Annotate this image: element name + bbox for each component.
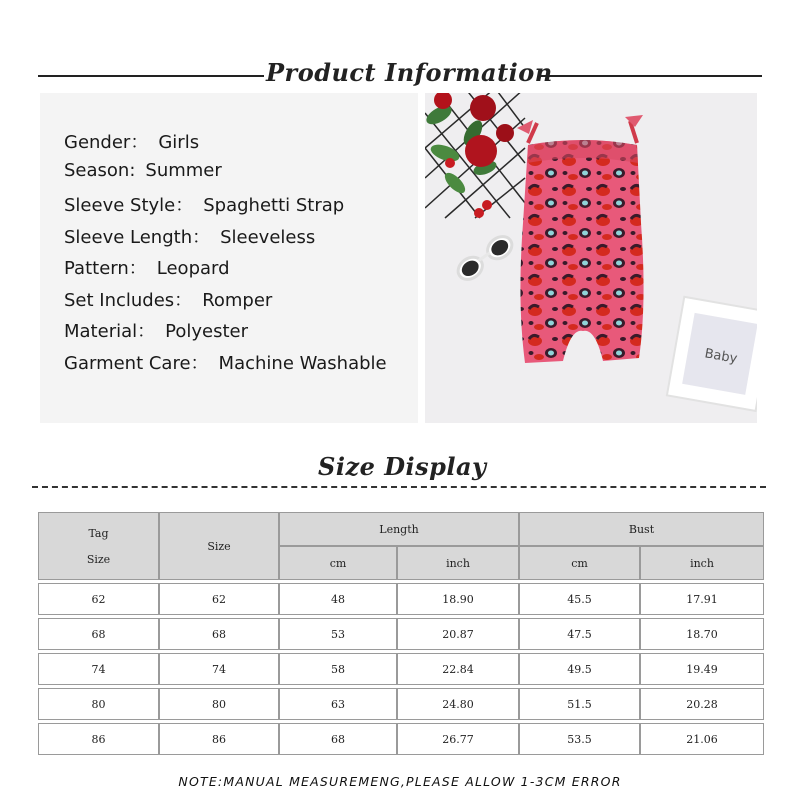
spec-list: [64, 128, 387, 380]
header-tag-text: Tag: [88, 526, 109, 540]
cell-bust-cm: 53.5: [519, 723, 640, 755]
product-info-heading: Product Information: [266, 58, 553, 87]
spec-season: [64, 160, 387, 192]
spec-value: Polyester: [165, 321, 248, 342]
spec-label: Sleeve Style：: [64, 195, 194, 216]
cell-length-inch: 18.90: [397, 583, 519, 615]
table-row: [38, 688, 764, 720]
header-bust-cm: cm: [519, 546, 640, 580]
cell-length-inch: 22.84: [397, 653, 519, 685]
cell-length-cm: 68: [279, 723, 397, 755]
cell-bust-cm: 49.5: [519, 653, 640, 685]
cell-bust-inch: 21.06: [640, 723, 764, 755]
table-row: [38, 583, 764, 615]
header-length-inch: inch: [397, 546, 519, 580]
spec-sleeve-style: [64, 191, 387, 223]
spec-value: Leopard: [156, 258, 230, 279]
cell-length-cm: 63: [279, 688, 397, 720]
spec-label: Set Includes：: [64, 289, 193, 311]
header-size-text: Size: [86, 552, 111, 566]
cell-length-inch: 20.87: [397, 618, 519, 650]
cell-tag-size: 62: [38, 583, 159, 615]
cell-size: 62: [159, 583, 279, 615]
roses-decor: [425, 93, 514, 218]
header-bust-inch: inch: [640, 546, 764, 580]
romper-image: [517, 115, 644, 363]
spec-value: Sleeveless: [220, 226, 316, 248]
spec-label: Gender：: [64, 132, 149, 153]
spec-label: Season:: [64, 159, 136, 181]
spec-set-includes: [64, 286, 387, 318]
header-size: Size: [159, 512, 279, 580]
cell-size: 68: [159, 618, 279, 650]
cell-bust-inch: 20.28: [640, 688, 764, 720]
spec-label: Material：: [64, 321, 156, 342]
cell-length-inch: 26.77: [397, 723, 519, 755]
cell-bust-inch: 19.49: [640, 653, 764, 685]
header-tag-size: [38, 512, 159, 580]
cell-tag-size: 74: [38, 653, 159, 685]
spec-sleeve-length: [64, 223, 387, 255]
sunglasses-decor: [454, 232, 516, 284]
dashed-divider: [32, 486, 766, 488]
cell-length-cm: 53: [279, 618, 397, 650]
measurement-note: NOTE:MANUAL MEASUREMENG,PLEASE ALLOW 1-3CM ERROR: [178, 774, 622, 789]
cell-bust-cm: 45.5: [519, 583, 640, 615]
cell-bust-cm: 47.5: [519, 618, 640, 650]
cell-tag-size: 68: [38, 618, 159, 650]
spec-label: Sleeve Length：: [64, 226, 211, 248]
cell-tag-size: 80: [38, 688, 159, 720]
spec-value: Summer: [145, 159, 222, 181]
spec-value: Romper: [202, 289, 273, 311]
cell-size: 86: [159, 723, 279, 755]
header-bust: Bust: [519, 512, 764, 546]
cell-bust-inch: 18.70: [640, 618, 764, 650]
header-length-cm: cm: [279, 546, 397, 580]
spec-material: [64, 317, 387, 349]
spec-label: Garment Care：: [64, 352, 209, 374]
product-photo: [425, 93, 757, 423]
size-display-heading: Size Display: [318, 452, 487, 481]
frame-text: Baby: [703, 346, 739, 367]
cell-bust-cm: 51.5: [519, 688, 640, 720]
table-row: [38, 618, 764, 650]
cell-length-cm: 48: [279, 583, 397, 615]
cell-size: 74: [159, 653, 279, 685]
cell-bust-inch: 17.91: [640, 583, 764, 615]
cell-size: 80: [159, 688, 279, 720]
spec-pattern: [64, 254, 387, 286]
table-row: [38, 723, 764, 755]
size-table: [38, 512, 764, 755]
spec-garment-care: [64, 349, 387, 381]
baby-frame-decor: [667, 297, 757, 411]
cell-tag-size: 86: [38, 723, 159, 755]
cell-length-cm: 58: [279, 653, 397, 685]
cell-length-inch: 24.80: [397, 688, 519, 720]
spec-value: Spaghetti Strap: [203, 195, 345, 216]
spec-value: Girls: [158, 132, 200, 153]
spec-value: Machine Washable: [218, 352, 387, 374]
spec-label: Pattern：: [64, 258, 147, 279]
header-length: Length: [279, 512, 519, 546]
spec-gender: [64, 128, 387, 160]
header-rule-right: [538, 75, 762, 77]
header-rule-left: [38, 75, 264, 77]
table-row: [38, 653, 764, 685]
